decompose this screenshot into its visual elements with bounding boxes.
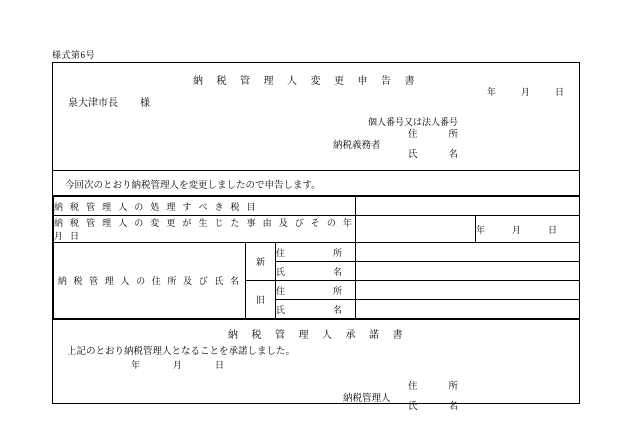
note-section	[53, 171, 579, 196]
new-address-label	[276, 243, 356, 262]
row-reason-date-year: 年	[476, 224, 486, 235]
form-number: 様式第6号	[52, 50, 96, 60]
form-body	[52, 62, 580, 412]
table-row	[54, 243, 580, 262]
row-reason-value[interactable]	[356, 216, 476, 243]
consent-date-year: 年	[131, 360, 141, 370]
header-date-year: 年	[487, 87, 497, 97]
addressee	[68, 94, 150, 109]
address-block-marker-new: 新	[246, 243, 276, 281]
old-address-label-1: 住	[276, 285, 286, 296]
addressee-name: 泉大津市長	[68, 98, 118, 109]
row-tax-items-value[interactable]	[356, 197, 580, 216]
old-name-value[interactable]	[356, 300, 580, 319]
old-address-value[interactable]	[356, 281, 580, 300]
mynumber-label: 個人番号又は法人番号	[368, 117, 459, 127]
consent-title: 納 税 管 理 人 承 諾 書	[228, 330, 408, 341]
header-section	[53, 63, 579, 171]
taxpayer-label: 納税義務者	[333, 141, 381, 151]
taxpayer-name-label: 氏 名	[408, 150, 463, 160]
old-name-label	[276, 300, 356, 319]
agent-address-label: 住 所	[408, 382, 463, 392]
page-title: 納 税 管 理 人 変 更 申 告 書	[193, 76, 420, 87]
note-text: 今回次のとおり納税管理人を変更しましたので申告します。	[65, 181, 321, 191]
table-row	[54, 216, 580, 243]
new-name-value[interactable]	[356, 262, 580, 281]
consent-date[interactable]	[131, 358, 227, 371]
old-address-label	[276, 281, 356, 300]
new-name-label-1: 氏	[276, 266, 286, 277]
header-date	[487, 85, 567, 98]
form-grid	[53, 196, 580, 319]
address-block-marker-old: 旧	[246, 281, 276, 319]
row-tax-items-label: 納 税 管 理 人 の 処 理 す べ き 税 目	[54, 197, 356, 216]
row-reason-label: 納 税 管 理 人 の 変 更 が 生 じ た 事 由 及 び そ の 年 月 日	[54, 216, 356, 243]
address-block-label: 納 税 管 理 人 の 住 所 及 び 氏 名	[54, 243, 246, 319]
row-reason-date-day: 日	[548, 224, 558, 235]
consent-section	[53, 319, 579, 412]
row-reason-date[interactable]	[476, 216, 580, 243]
new-address-value[interactable]	[356, 243, 580, 262]
row-reason-date-month: 月	[512, 224, 522, 235]
taxpayer-address-label: 住 所	[408, 130, 463, 140]
new-name-label-2: 名	[333, 266, 343, 277]
new-name-label	[276, 262, 356, 281]
table-row	[54, 197, 580, 216]
old-name-label-1: 氏	[276, 304, 286, 315]
new-address-label-1: 住	[276, 247, 286, 258]
header-date-month: 月	[521, 87, 531, 97]
consent-text: 上記のとおり納税管理人となることを承諾しました。	[67, 347, 296, 357]
old-address-label-2: 所	[333, 285, 343, 296]
consent-date-month: 月	[173, 360, 183, 370]
new-address-label-2: 所	[333, 247, 343, 258]
old-name-label-2: 名	[333, 304, 343, 315]
agent-name-label: 氏 名	[408, 402, 463, 412]
consent-date-day: 日	[215, 360, 225, 370]
header-date-day: 日	[555, 87, 565, 97]
agent-label: 納税管理人	[343, 394, 391, 404]
addressee-honorific: 様	[140, 98, 150, 109]
